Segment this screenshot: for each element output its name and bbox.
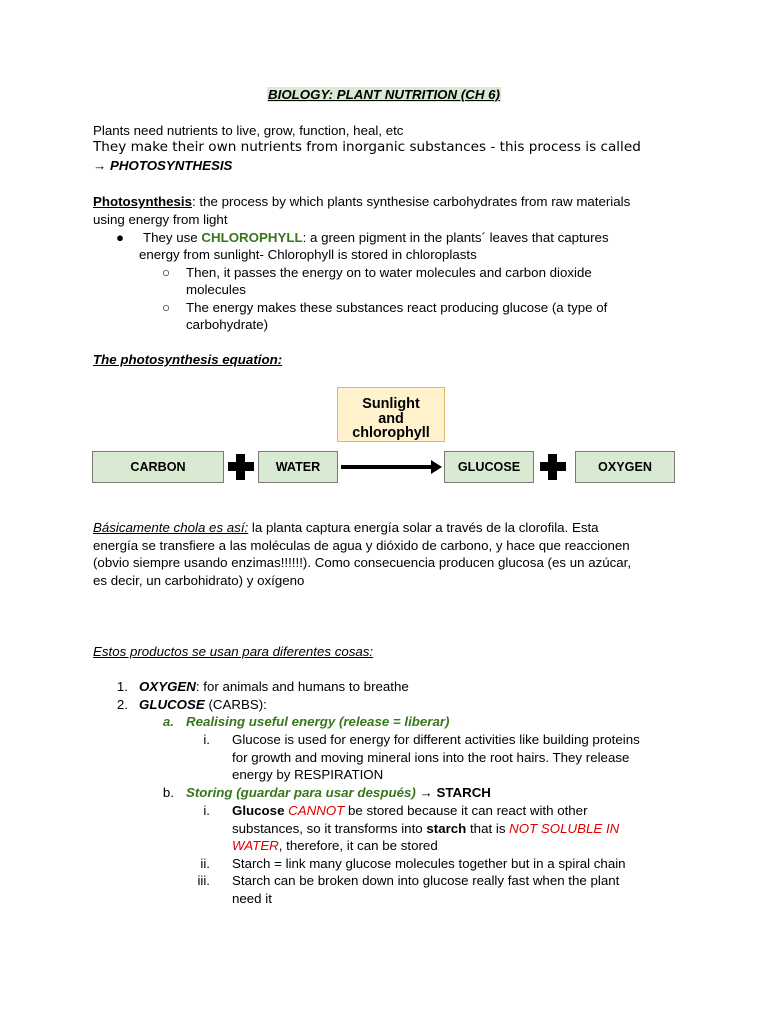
storing-heading-text: Storing (guardar para usar después): [186, 785, 416, 800]
plus-icon: [540, 454, 566, 480]
oxygen-term: OXYGEN: [139, 679, 196, 694]
list-marker-1: 1.: [116, 679, 128, 694]
condition-box: [337, 387, 445, 442]
spanish-line-2: energía se transfiere a las moléculas de agua y dióxido de carbono, y hace que reaccionen: [93, 538, 630, 553]
reactant-carbon-box: [92, 451, 224, 483]
energy-i-line-3: energy by RESPIRATION: [232, 767, 384, 782]
sub-bullet-1-line-2: molecules: [186, 282, 246, 297]
chlorophyll-prefix: They use: [143, 230, 202, 245]
storing-heading: [186, 784, 491, 802]
condition-line-1: Sunlight: [362, 396, 420, 412]
spanish-text-1: la planta captura energía solar a través de la clorofila. Esta: [248, 520, 599, 535]
storing-ii-line: Starch = link many glucose molecules together but in a spiral chain: [232, 856, 626, 871]
intro-line-1: Plants need nutrients to live, grow, function, heal, etc: [93, 123, 404, 138]
definition-term: Photosynthesis: [93, 194, 193, 209]
spanish-line-3: (obvio siempre usando enzimas!!!!!!). Como consecuencia producen glucosa (es un azúcar,: [93, 555, 632, 570]
roman-marker-i: i.: [203, 732, 210, 747]
condition-line-3: chlorophyll: [352, 425, 430, 441]
page-title: [0, 87, 768, 102]
sub-bullet-2-line-2: carbohydrate): [186, 317, 269, 332]
spanish-line-4: es decir, un carbohidrato) y oxígeno: [93, 573, 305, 588]
chlorophyll-line-2: energy from sunlight- Chlorophyll is stored in chloroplasts: [139, 247, 477, 262]
spanish-label: Básicamente chola es así:: [93, 520, 249, 535]
arrow-glyph: →: [93, 158, 107, 173]
page-title-text: BIOLOGY: PLANT NUTRITION (CH 6): [268, 87, 500, 102]
roman-marker-i: i.: [203, 803, 210, 818]
glucose-text: (CARBS):: [204, 697, 267, 712]
list-item-oxygen: [139, 678, 409, 696]
storing-iii-line-2: need it: [232, 891, 272, 906]
oxygen-text: : for animals and humans to breathe: [195, 679, 409, 694]
photosynthesis-term: PHOTOSYNTHESIS: [110, 158, 233, 173]
definition-text-1: : the process by which plants synthesise carbohydrates from raw materials: [192, 194, 631, 209]
storing-i-line-2: [232, 820, 619, 838]
roman-marker-iii: iii.: [197, 873, 210, 888]
definition-line-2: using energy from light: [93, 212, 228, 227]
storing-i-text-3: , therefore, it can be stored: [278, 838, 438, 853]
sub-bullet-2-line-1: The energy makes these substances react producing glucose (a type of: [186, 300, 608, 315]
energy-i-line-1: Glucose is used for energy for different activities like building proteins: [232, 732, 640, 747]
glucose-term: GLUCOSE: [139, 697, 205, 712]
chlorophyll-term: CHLOROPHYLL: [201, 230, 303, 245]
storing-i-line-3: [232, 837, 438, 855]
glucose-word: Glucose: [232, 803, 285, 818]
storing-arrow: →: [415, 785, 437, 800]
roman-marker-ii: ii.: [200, 856, 210, 871]
sub-bullet-marker-1: ○: [162, 265, 171, 280]
bullet-marker: ●: [116, 230, 125, 245]
plus-icon: [228, 454, 254, 480]
energy-heading: Realising useful energy (release = liberar): [186, 714, 450, 729]
sub-marker-b: b.: [162, 785, 174, 800]
sub-bullet-1-line-1: Then, it passes the energy on to water molecules and carbon dioxide: [186, 265, 592, 280]
energy-i-line-2: for growth and moving mineral ions into the root hairs. They release: [232, 750, 630, 765]
chlorophyll-suffix: : a green pigment in the plants´ leaves that captures: [302, 230, 609, 245]
reactant-water-label: WATER: [275, 460, 321, 474]
cannot-word: CANNOT: [288, 803, 345, 818]
list-marker-2: 2.: [116, 697, 128, 712]
equation-heading: The photosynthesis equation:: [93, 352, 283, 367]
spanish-line-1: [93, 519, 599, 537]
products-heading: Estos productos se usan para diferentes cosas:: [93, 644, 374, 659]
chlorophyll-line-1: [143, 229, 609, 247]
not-soluble-text-2: WATER: [232, 838, 279, 853]
reaction-arrow-icon: [340, 458, 444, 476]
condition-line-2: and: [378, 410, 404, 427]
intro-line-2: They make their own nutrients from inorganic substances - this process is called: [93, 139, 641, 155]
not-soluble-text-1: NOT SOLUBLE IN: [509, 821, 620, 836]
starch-term: STARCH: [436, 785, 491, 800]
definition-line-1: [93, 193, 630, 211]
product-glucose-label: GLUCOSE: [457, 460, 521, 474]
storing-i-text-2a: substances, so it transforms into: [232, 821, 427, 836]
reactant-water-box: [258, 451, 338, 483]
storing-i-text-1: be stored because it can react with other: [344, 803, 588, 818]
list-item-glucose: [139, 696, 267, 714]
storing-i-text-2b: that is: [466, 821, 510, 836]
sub-marker-a: a.: [162, 714, 174, 729]
reactant-carbon-label: CARBON: [130, 460, 186, 474]
intro-line-3: [93, 157, 232, 175]
product-oxygen-box: [575, 451, 675, 483]
storing-i-line-1: [232, 802, 588, 820]
product-glucose-box: [444, 451, 534, 483]
starch-word: starch: [426, 821, 467, 836]
storing-iii-line-1: Starch can be broken down into glucose really fast when the plant: [232, 873, 620, 888]
sub-bullet-marker-2: ○: [162, 300, 171, 315]
product-oxygen-label: OXYGEN: [598, 460, 652, 474]
